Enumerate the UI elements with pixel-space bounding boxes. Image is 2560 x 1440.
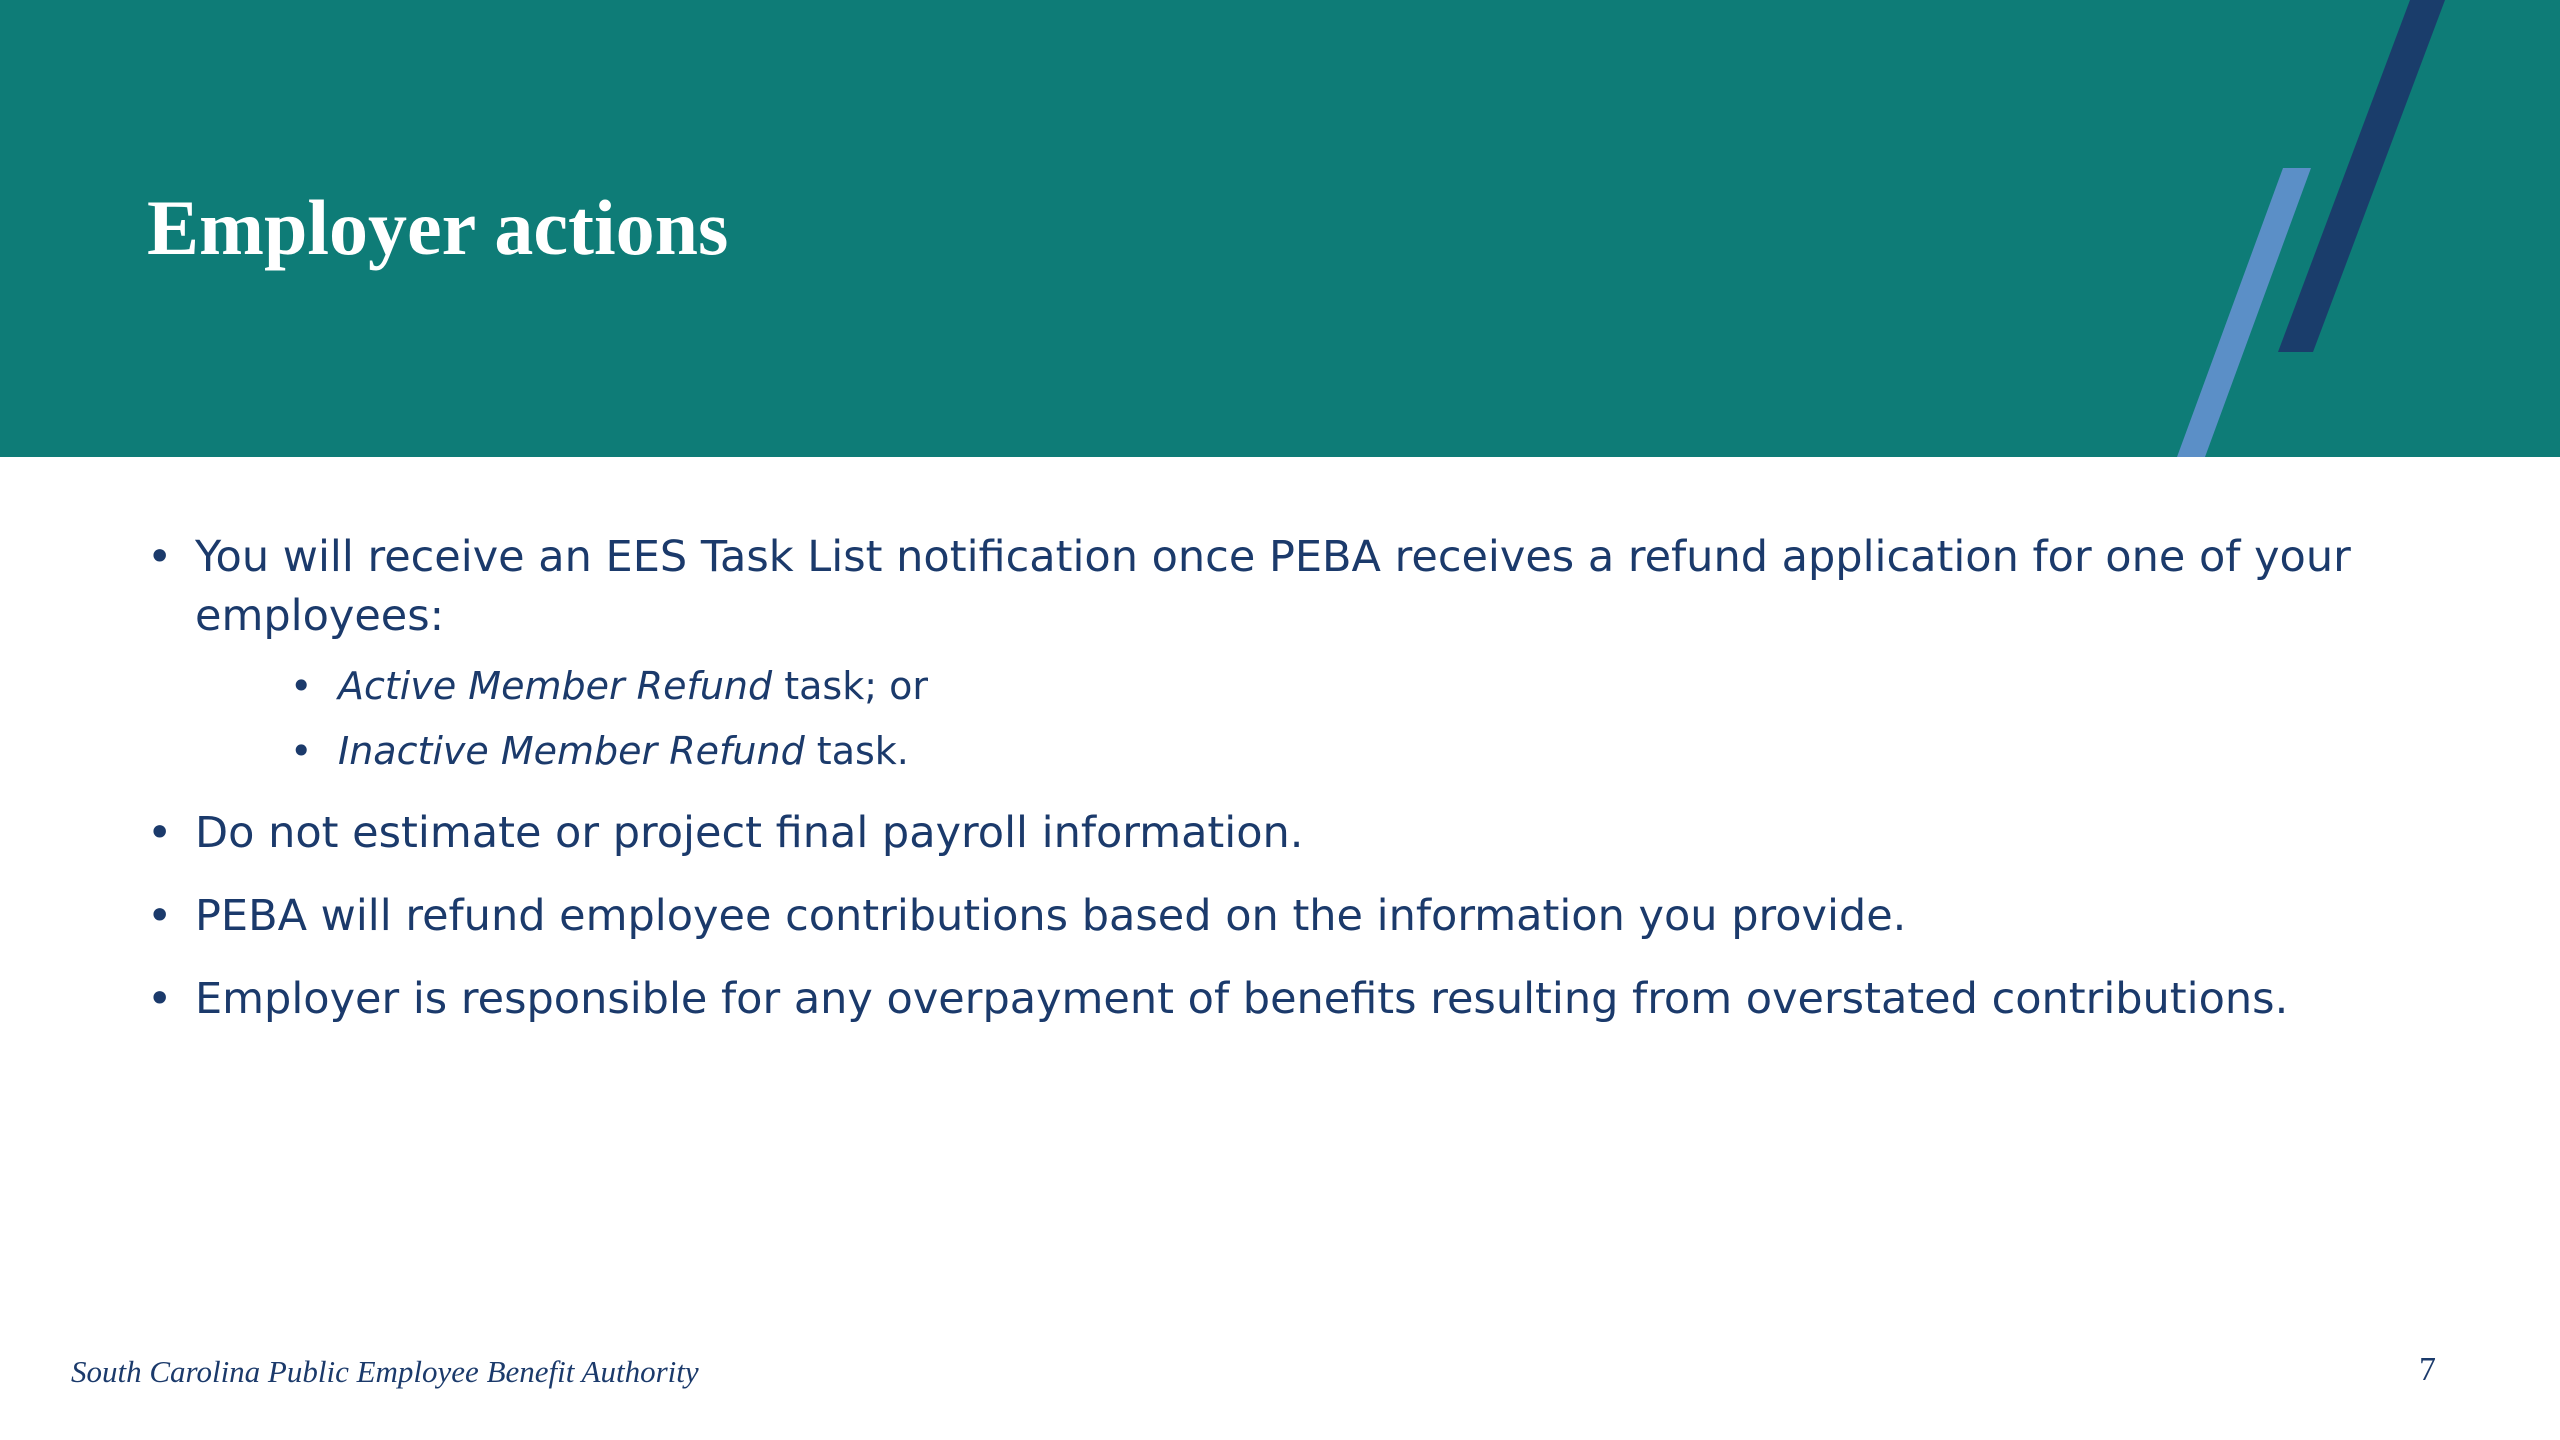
accent-stripe-light <box>2177 168 2311 457</box>
sub-bullet-text: task; or <box>772 664 928 708</box>
slide-title: Employer actions <box>147 184 729 271</box>
sub-bullet-marker: • <box>290 729 313 773</box>
sub-bullet-item <box>195 719 2427 784</box>
bullet-list <box>147 528 2427 1053</box>
bullet-marker: • <box>147 808 173 858</box>
bullet-item <box>147 804 2427 863</box>
sub-bullet-marker: • <box>290 664 313 708</box>
bullet-item <box>147 887 2427 946</box>
bullet-text: Do not estimate or project final payroll information. <box>195 808 1304 858</box>
sub-bullet-italic-text: Inactive Member Refund <box>338 729 805 773</box>
sub-bullet-italic-text: Active Member Refund <box>338 664 773 708</box>
bullet-item <box>147 528 2427 784</box>
bullet-marker: • <box>147 974 173 1024</box>
bullet-item <box>147 970 2427 1029</box>
bullet-text: You will receive an EES Task List notification once PEBA receives a refund application for one of your employees: <box>195 532 2351 641</box>
sub-bullet-list <box>195 654 2427 784</box>
bullet-marker: • <box>147 891 173 941</box>
bullet-text: PEBA will refund employee contributions based on the information you provide. <box>195 891 1907 941</box>
bullet-marker: • <box>147 532 173 582</box>
bullet-text: Employer is responsible for any overpayment of benefits resulting from overstated contributions. <box>195 974 2289 1024</box>
footer-organization-name: South Carolina Public Employee Benefit Authority <box>71 1354 699 1389</box>
page-number: 7 <box>2419 1351 2436 1388</box>
sub-bullet-item <box>195 654 2427 719</box>
sub-bullet-text: task. <box>804 729 909 773</box>
